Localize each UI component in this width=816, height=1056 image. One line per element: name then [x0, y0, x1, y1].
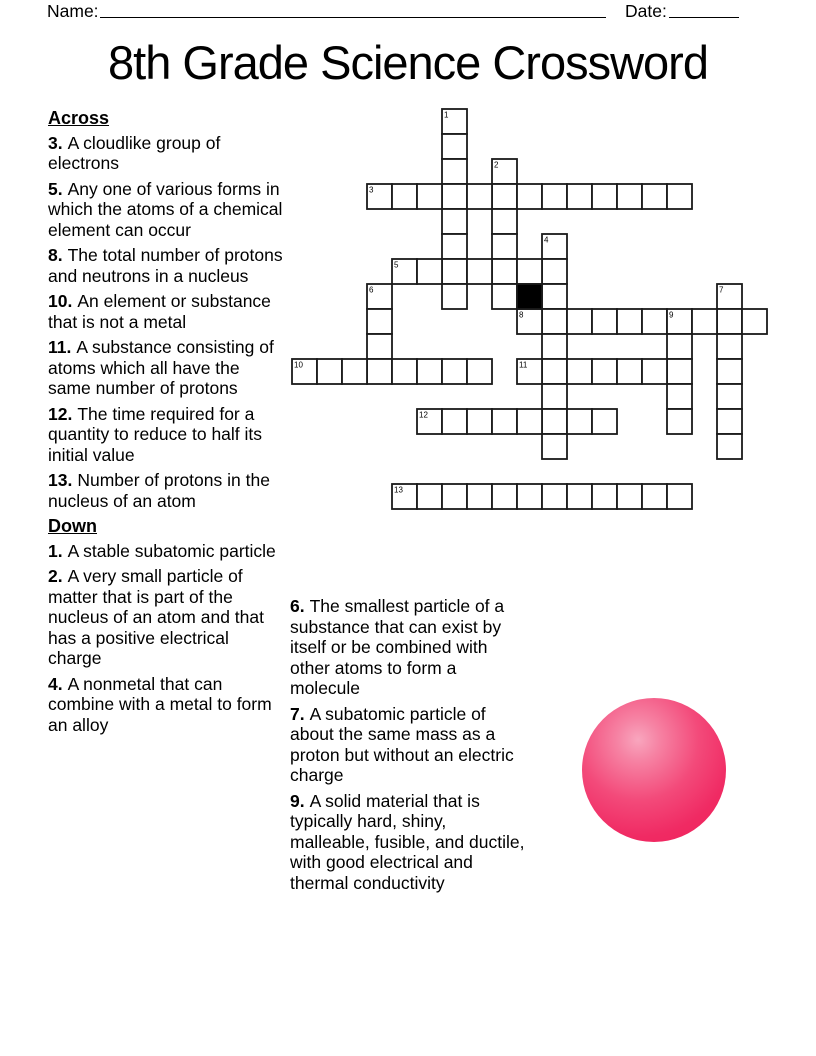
- svg-text:7: 7: [719, 285, 724, 295]
- clue-number: 4.: [48, 673, 63, 694]
- svg-text:5: 5: [394, 260, 399, 270]
- svg-text:12: 12: [419, 410, 428, 420]
- across-clue-list: [48, 133, 286, 512]
- svg-text:3: 3: [369, 185, 374, 195]
- clue-13: 13. Number of protons in the nucleus of an atom: [48, 470, 270, 511]
- svg-text:8: 8: [519, 310, 524, 320]
- svg-text:9: 9: [669, 310, 674, 320]
- clue-5: 5. Any one of various forms in which the atoms of a chemical element can occur: [48, 178, 283, 240]
- down-clue-list-part2: [290, 596, 528, 893]
- date-label: Date:: [625, 1, 667, 21]
- svg-text:2: 2: [494, 160, 499, 170]
- clue-number: 11.: [48, 337, 72, 357]
- name-label: Name:: [47, 1, 99, 21]
- clue-number: 13.: [48, 470, 73, 490]
- clue-6: 6. The smallest particle of a substance that can exist by itself or be combined with other atoms to form a molecule: [290, 596, 505, 698]
- down-heading: Down: [48, 516, 97, 536]
- clue-10: 10. An element or substance that is not a metal: [48, 291, 271, 332]
- svg-text:13: 13: [394, 485, 403, 495]
- clue-12: 12. The time required for a quantity to reduce to half its initial value: [48, 403, 263, 465]
- clue-number: 6.: [290, 596, 305, 616]
- crossword-grid-svg[interactable]: [290, 107, 769, 511]
- clue-7: 7. A subatomic particle of about the same mass as a proton but without an electric charge: [290, 703, 514, 785]
- svg-text:1: 1: [444, 110, 449, 120]
- clue-number: 10.: [48, 291, 73, 311]
- clue-number: 7.: [290, 703, 305, 724]
- crossword-grid[interactable]: [290, 107, 769, 516]
- clue-number: 1.: [48, 540, 63, 561]
- svg-text:11: 11: [519, 360, 528, 370]
- page-title: 8th Grade Science Crossword: [108, 36, 708, 89]
- pink-sphere-image: [582, 698, 726, 842]
- svg-text:6: 6: [369, 285, 374, 295]
- clues-column-left: [48, 108, 286, 740]
- svg-text:10: 10: [294, 360, 303, 370]
- clue-3: 3. A cloudlike group of electrons: [48, 132, 221, 173]
- down-clue-list-part1: [48, 541, 286, 736]
- clue-1: 1. A stable subatomic particle: [48, 540, 276, 561]
- clue-number: 9.: [290, 790, 305, 811]
- clue-9: 9. A solid material that is typically hard, shiny, malleable, fusible, and ductile, with good electrical and thermal conductivity: [290, 790, 525, 893]
- clue-11: 11. A substance consisting of atoms which all have the same number of protons: [48, 337, 274, 398]
- clue-number: 8.: [48, 245, 63, 265]
- clue-4: 4. A nonmetal that can combine with a metal to form an alloy: [48, 673, 272, 735]
- svg-text:4: 4: [544, 235, 549, 245]
- clue-number: 12.: [48, 403, 73, 424]
- clue-number: 2.: [48, 566, 63, 586]
- clues-column-middle: [290, 596, 528, 898]
- date-fill-in-line[interactable]: [669, 17, 739, 18]
- clue-number: 3.: [48, 132, 63, 153]
- across-heading: Across: [48, 108, 110, 128]
- clue-number: 5.: [48, 178, 63, 199]
- name-fill-in-line[interactable]: [100, 17, 606, 18]
- clue-8: 8. The total number of protons and neutrons in a nucleus: [48, 245, 283, 286]
- clue-2: 2. A very small particle of matter that is part of the nucleus of an atom and that has a positive electrical charge: [48, 566, 264, 668]
